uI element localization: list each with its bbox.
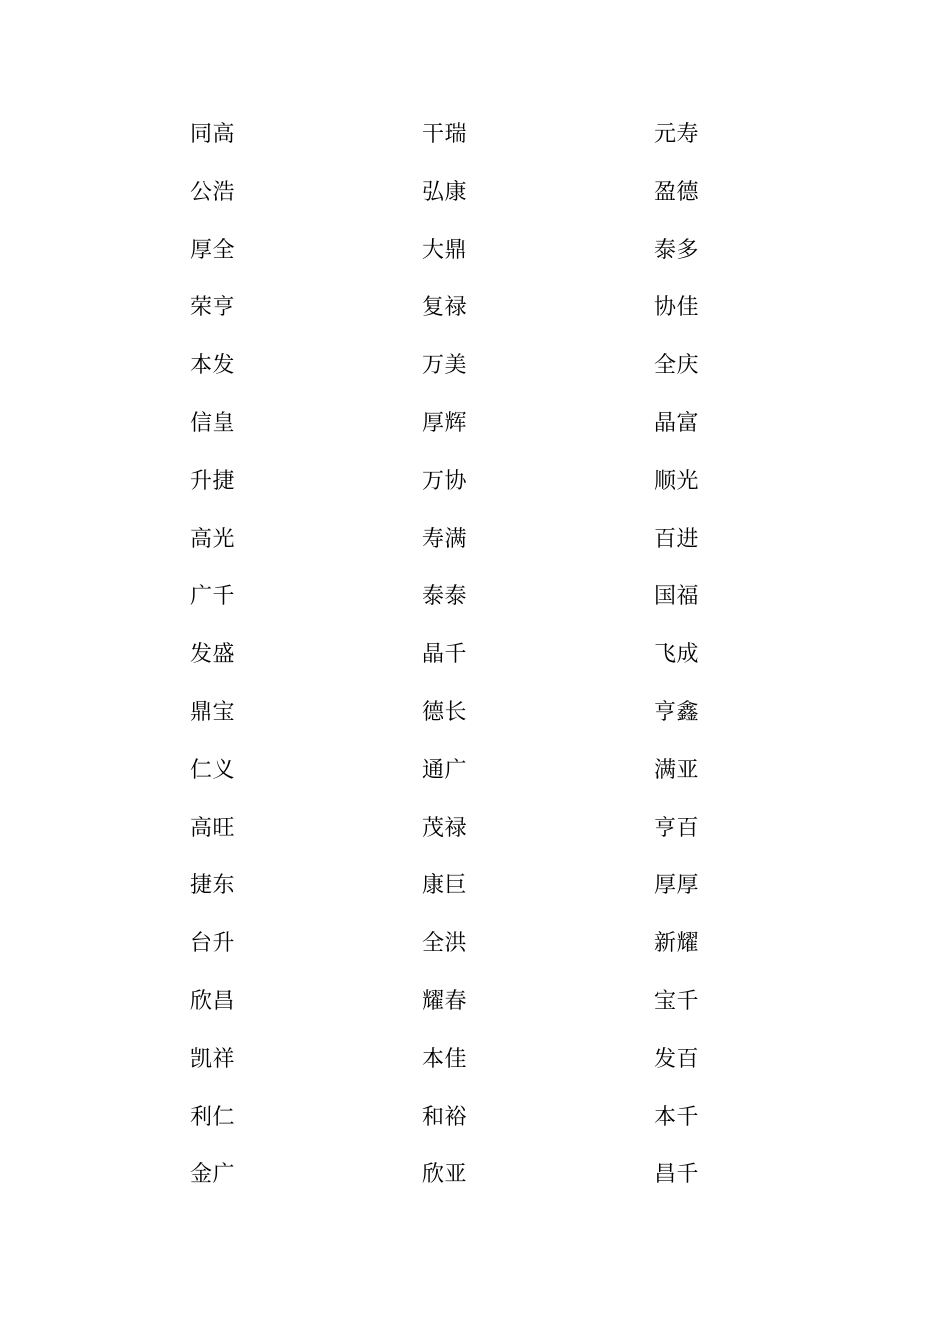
name-entry: 国福 [654,584,700,610]
name-entry: 昌千 [654,1162,700,1188]
name-entry: 宝千 [654,988,700,1014]
name-entry: 凯祥 [190,1046,236,1072]
name-row [190,1154,750,1212]
name-entry: 泰泰 [422,584,468,610]
name-entry: 本发 [190,353,236,379]
name-entry: 欣亚 [422,1162,468,1188]
name-entry: 泰多 [654,237,700,263]
name-entry: 公浩 [190,179,236,205]
name-row [190,172,750,230]
name-entry: 鼎宝 [190,699,236,725]
name-entry: 耀春 [422,988,468,1014]
name-entry: 万协 [422,468,468,494]
name-entry: 金广 [190,1162,236,1188]
name-entry: 弘康 [422,179,468,205]
name-entry: 高光 [190,526,236,552]
name-entry: 发盛 [190,642,236,668]
name-row [190,345,750,403]
name-entry: 晶千 [422,642,468,668]
name-row [190,230,750,288]
name-row [190,1039,750,1097]
name-entry: 同高 [190,122,236,147]
name-entry: 德长 [422,699,468,725]
name-entry: 厚厚 [654,873,700,899]
name-entry: 寿满 [422,526,468,552]
name-entry: 厚全 [190,237,236,263]
name-row [190,403,750,461]
name-row [190,461,750,519]
name-entry: 复禄 [422,295,468,321]
name-row [190,519,750,577]
name-entry: 欣昌 [190,988,236,1014]
name-entry: 仁义 [190,757,236,783]
name-entry: 茂禄 [422,815,468,841]
name-row [190,750,750,808]
name-entry: 广千 [190,584,236,610]
name-row [190,692,750,750]
name-entry: 晶富 [654,410,700,436]
name-entry: 亨鑫 [654,699,700,725]
name-entry: 全庆 [654,353,700,379]
name-entry: 协佳 [654,295,700,321]
name-row [190,808,750,866]
name-entry: 亨百 [654,815,700,841]
name-entry: 全洪 [422,931,468,957]
name-entry: 利仁 [190,1104,236,1130]
name-entry: 厚辉 [422,410,468,436]
name-entry: 万美 [422,353,468,379]
name-entry: 百进 [654,526,700,552]
name-entry: 顺光 [654,468,700,494]
name-row [190,114,750,172]
name-entry: 康巨 [422,873,468,899]
name-entry: 通广 [422,757,468,783]
name-row [190,865,750,923]
name-entry: 元寿 [654,122,700,147]
name-list-grid [190,114,750,1212]
name-entry: 本千 [654,1104,700,1130]
name-entry: 升捷 [190,468,236,494]
name-entry: 盈德 [654,179,700,205]
name-entry: 高旺 [190,815,236,841]
name-entry: 发百 [654,1046,700,1072]
name-row [190,923,750,981]
name-entry: 新耀 [654,931,700,957]
name-entry: 信皇 [190,410,236,436]
name-entry: 飞成 [654,642,700,668]
name-row [190,981,750,1039]
name-entry: 大鼎 [422,237,468,263]
name-entry: 台升 [190,931,236,957]
name-row [190,576,750,634]
name-row [190,287,750,345]
name-row [190,634,750,692]
name-entry: 本佳 [422,1046,468,1072]
name-row [190,1097,750,1155]
name-entry: 荣亨 [190,295,236,321]
name-entry: 和裕 [422,1104,468,1130]
name-entry: 干瑞 [422,122,468,147]
name-entry: 捷东 [190,873,236,899]
name-entry: 满亚 [654,757,700,783]
